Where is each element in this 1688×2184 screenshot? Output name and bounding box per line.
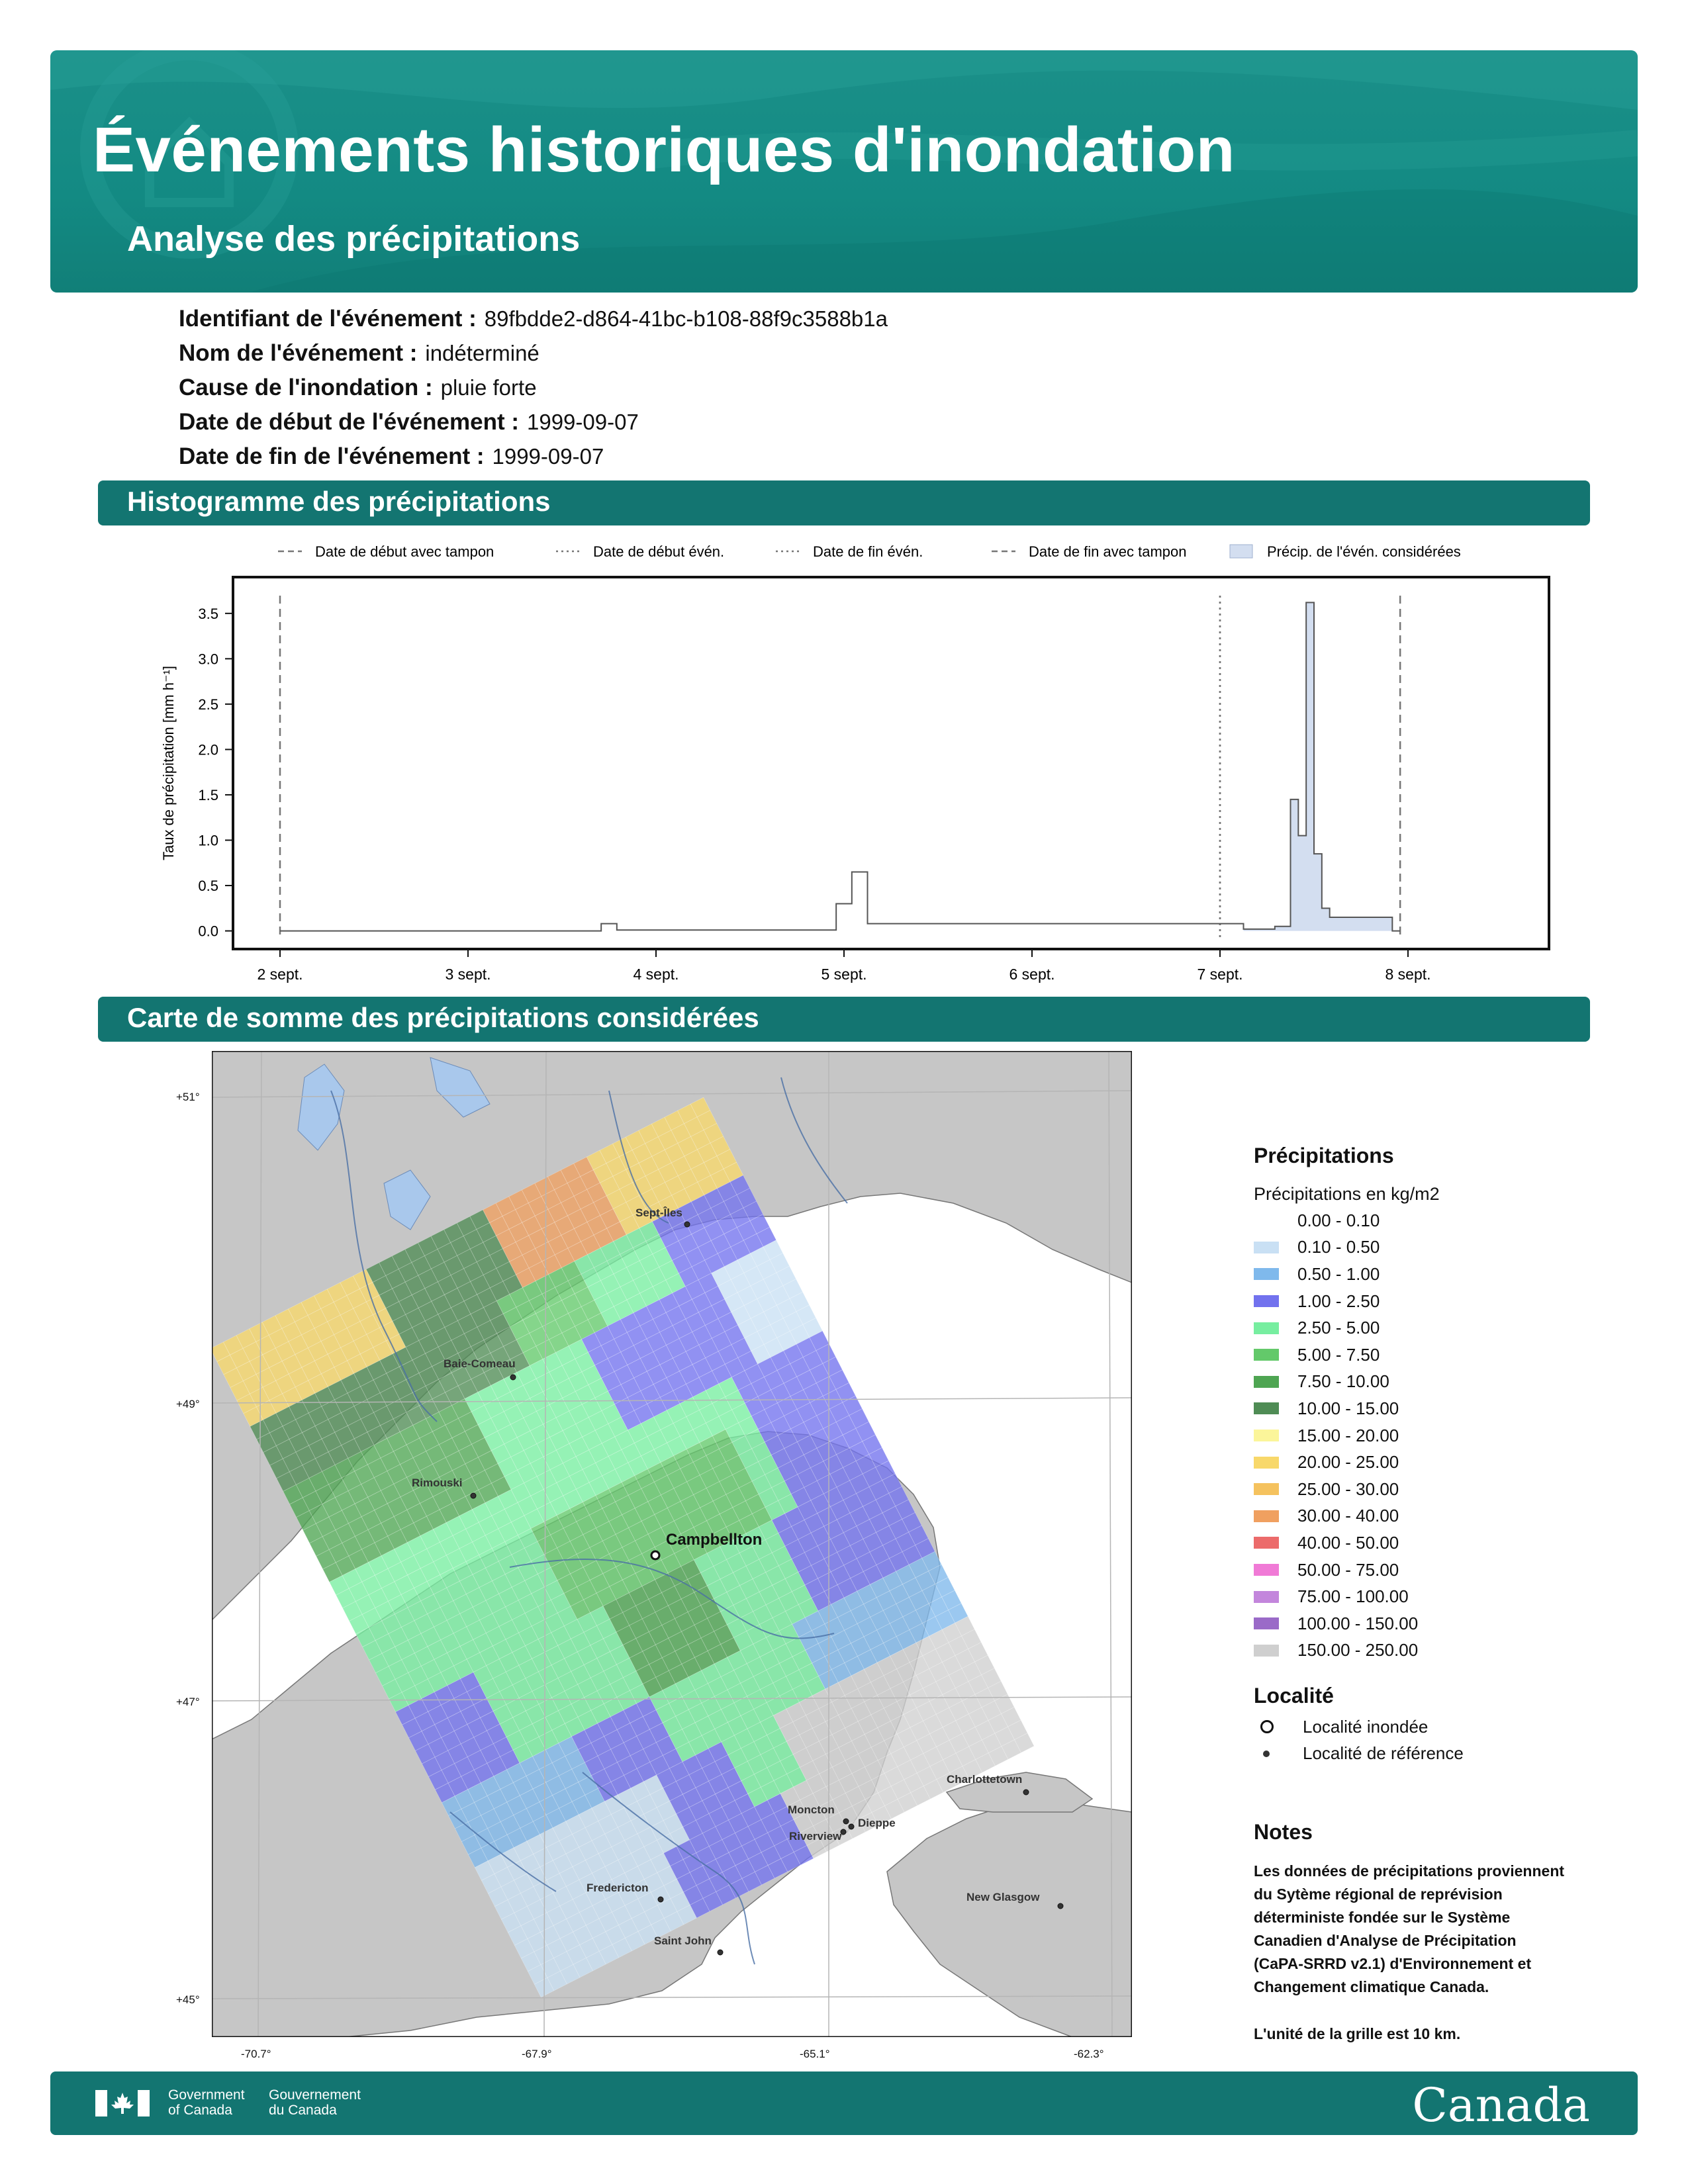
reference-marker-icon — [1263, 1751, 1270, 1757]
info-event-id — [179, 306, 888, 332]
place-label: Moncton — [788, 1803, 835, 1816]
legend-title: Précipitations — [1254, 1144, 1394, 1167]
legend-item — [1254, 1234, 1624, 1261]
legend-label: Date de fin évén. — [813, 543, 923, 560]
page-subtitle: Analyse des précipitations — [127, 219, 581, 259]
y-tick-label: 0.5 — [198, 878, 218, 895]
legend-swatch — [1254, 1645, 1279, 1657]
legend-label: Localité de référence — [1303, 1743, 1464, 1764]
notes-text — [1254, 1860, 1624, 2046]
place-label: Baie-Comeau — [444, 1357, 516, 1370]
place-label: Saint John — [654, 1934, 712, 1947]
x-tick-label: 5 sept. — [821, 966, 867, 983]
legend-label: 5.00 - 7.50 — [1297, 1344, 1380, 1365]
chart-legend — [278, 543, 1461, 560]
notes-title: Notes — [1254, 1820, 1313, 1844]
legend-item — [1254, 1342, 1624, 1369]
y-tick-label: 1.0 — [198, 832, 218, 849]
reference-locality-marker — [1023, 1790, 1029, 1795]
legend-label: 30.00 - 40.00 — [1297, 1506, 1399, 1526]
lat-label: +47° — [176, 1696, 200, 1708]
footer — [50, 2071, 1638, 2135]
lon-label: -65.1° — [800, 2048, 830, 2060]
gov-fr-line: du Canada — [269, 2103, 337, 2118]
gov-en-line: Government — [168, 2087, 245, 2103]
legend-swatch — [1254, 1322, 1279, 1334]
section-header-map — [98, 997, 1590, 1042]
gov-en-line: of Canada — [168, 2103, 232, 2118]
legend-swatch — [1254, 1457, 1279, 1469]
legend-flooded-locality — [1254, 1713, 1624, 1741]
notes-line: Canadien d'Analyse de Précipitation — [1254, 1932, 1517, 1949]
gov-fr-signature — [269, 2087, 361, 2118]
lon-label: -70.7° — [241, 2048, 271, 2060]
legend-swatch — [1254, 1510, 1279, 1522]
notes-line: (CaPA-SRRD v2.1) d'Environnement et — [1254, 1955, 1532, 1972]
legend-label: 10.00 - 15.00 — [1297, 1398, 1399, 1418]
legend-label: 25.00 - 30.00 — [1297, 1479, 1399, 1499]
legend-fill-swatch — [1230, 545, 1252, 558]
x-axis — [257, 949, 1430, 983]
legend-subtitle: Précipitations en kg/m2 — [1254, 1184, 1440, 1204]
reference-locality-marker — [510, 1375, 516, 1380]
precipitation-sum-map — [212, 1051, 1132, 2037]
place-label: Riverview — [789, 1830, 842, 1843]
notes-line: du Sytème régional de reprévision — [1254, 1886, 1503, 1903]
legend-label: 0.50 - 1.00 — [1297, 1263, 1380, 1284]
x-tick-label: 2 sept. — [257, 966, 303, 983]
page-title: Événements historiques d'inondation — [93, 114, 1235, 185]
legend-item — [1254, 1557, 1624, 1584]
legend-label: 100.00 - 150.00 — [1297, 1613, 1419, 1633]
legend-swatch — [1254, 1537, 1279, 1549]
x-tick-label: 7 sept. — [1197, 966, 1243, 983]
reference-locality-marker — [718, 1950, 723, 1955]
y-tick-label: 2.0 — [198, 741, 218, 758]
y-axis-label: Taux de précipitation [mm h⁻¹] — [160, 665, 177, 861]
legend-item — [1254, 1369, 1624, 1396]
legend-item — [1254, 1503, 1624, 1530]
place-label: Fredericton — [586, 1882, 649, 1894]
legend-label: Date de fin avec tampon — [1029, 543, 1187, 560]
legend-swatch — [1254, 1430, 1279, 1441]
info-start-date — [179, 409, 639, 435]
legend-label: Localité inondée — [1303, 1716, 1429, 1737]
place-label: Rimouski — [412, 1477, 463, 1489]
info-event-name — [179, 340, 539, 367]
legend-swatch — [1254, 1564, 1279, 1576]
plot-frame — [233, 577, 1549, 949]
lat-label: +51° — [176, 1091, 200, 1103]
x-tick-label: 8 sept. — [1385, 966, 1431, 983]
legend-label: 7.50 - 10.00 — [1297, 1371, 1389, 1392]
info-value: 89fbdde2-d864-41bc-b108-88f9c3588b1a — [484, 306, 888, 331]
legend-label: 15.00 - 20.00 — [1297, 1425, 1399, 1445]
legend-swatch — [1254, 1617, 1279, 1629]
info-value: 1999-09-07 — [492, 444, 604, 469]
legend-label: Précip. de l'évén. considérées — [1267, 543, 1461, 560]
legend-label: 2.50 - 5.00 — [1297, 1318, 1380, 1338]
place-label: Sept-Îles — [635, 1206, 682, 1219]
legend-item — [1254, 1314, 1624, 1342]
legend-swatch — [1254, 1214, 1279, 1226]
info-label: Cause de l'inondation : — [179, 375, 433, 400]
flooded-marker-icon — [1260, 1720, 1274, 1733]
x-tick-label: 3 sept. — [445, 966, 491, 983]
precipitation-histogram — [152, 529, 1562, 999]
legend-item — [1254, 1261, 1624, 1288]
section-title: Histogramme des précipitations — [127, 486, 551, 517]
y-tick-label: 0.0 — [198, 923, 218, 940]
legend-label: 40.00 - 50.00 — [1297, 1532, 1399, 1553]
legend-swatch — [1254, 1376, 1279, 1388]
info-value: indéterminé — [425, 341, 539, 365]
map-legend — [1254, 1144, 1624, 1767]
legend-label: Date de début évén. — [593, 543, 725, 560]
legend-swatch — [1254, 1295, 1279, 1307]
map-frame-area — [212, 1051, 1132, 2037]
info-flood-cause — [179, 375, 537, 401]
place-label: Campbellton — [666, 1531, 763, 1549]
y-tick-label: 1.5 — [198, 786, 218, 803]
lat-label: +49° — [176, 1398, 200, 1410]
notes-line: Changement climatique Canada. — [1254, 1978, 1489, 1995]
legend-item — [1254, 1395, 1624, 1422]
section-header-histogram — [98, 480, 1590, 525]
info-label: Date de début de l'événement : — [179, 409, 519, 435]
legend-item — [1254, 1476, 1624, 1503]
legend-label: 20.00 - 25.00 — [1297, 1452, 1399, 1473]
lat-label: +45° — [176, 1993, 200, 2006]
flooded-locality-marker — [651, 1551, 659, 1559]
legend-label: 50.00 - 75.00 — [1297, 1559, 1399, 1580]
reference-locality-marker — [1058, 1903, 1063, 1909]
info-value: 1999-09-07 — [527, 410, 639, 434]
gov-fr-line: Gouvernement — [269, 2087, 361, 2103]
place-label: Dieppe — [858, 1817, 896, 1829]
legend-item — [1254, 1422, 1624, 1449]
notes-line: Les données de précipitations proviennent — [1254, 1862, 1565, 1880]
reference-locality-marker — [471, 1493, 476, 1498]
legend-label: 150.00 - 250.00 — [1297, 1640, 1419, 1661]
legend-item — [1254, 1529, 1624, 1557]
legend-item — [1254, 1610, 1624, 1637]
info-value: pluie forte — [440, 375, 537, 400]
legend-label: 0.10 - 0.50 — [1297, 1237, 1380, 1257]
legend-swatch — [1254, 1591, 1279, 1603]
legend-swatch — [1254, 1349, 1279, 1361]
legend-item — [1254, 1583, 1624, 1610]
info-label: Nom de l'événement : — [179, 340, 418, 366]
y-tick-label: 3.5 — [198, 605, 218, 622]
gov-en-signature — [168, 2087, 245, 2118]
place-label: Charlottetown — [947, 1773, 1023, 1786]
legend-label: 1.00 - 2.50 — [1297, 1291, 1380, 1311]
place-label: New Glasgow — [966, 1891, 1040, 1903]
y-tick-label: 3.0 — [198, 651, 218, 668]
section-title: Carte de somme des précipitations considérées — [127, 1002, 759, 1033]
reference-locality-marker — [658, 1897, 663, 1902]
grid-unit-note: L'unité de la grille est 10 km. — [1254, 2025, 1461, 2042]
info-end-date — [179, 443, 604, 470]
legend-item — [1254, 1637, 1624, 1664]
reference-locality-marker — [849, 1824, 854, 1829]
legend-swatch — [1254, 1268, 1279, 1280]
legend-swatch — [1254, 1242, 1279, 1253]
lon-label: -67.9° — [522, 2048, 552, 2060]
y-tick-label: 2.5 — [198, 696, 218, 713]
notes-line: déterministe fondée sur le Système — [1254, 1909, 1511, 1926]
x-tick-label: 4 sept. — [633, 966, 679, 983]
canada-wordmark: Canada — [1412, 2078, 1590, 2132]
info-label: Date de fin de l'événement : — [179, 443, 485, 469]
reference-locality-marker — [843, 1819, 849, 1824]
legend-item — [1254, 1207, 1624, 1234]
legend-reference-locality — [1254, 1741, 1624, 1768]
x-tick-label: 6 sept. — [1009, 966, 1055, 983]
legend-item — [1254, 1449, 1624, 1476]
legend-swatch — [1254, 1483, 1279, 1495]
lon-label: -62.3° — [1074, 2048, 1104, 2060]
info-label: Identifiant de l'événement : — [179, 306, 477, 332]
legend-label: 0.00 - 0.10 — [1297, 1210, 1380, 1230]
legend-label: 75.00 - 100.00 — [1297, 1586, 1409, 1607]
legend-item — [1254, 1288, 1624, 1315]
locality-legend-title: Localité — [1254, 1684, 1334, 1708]
canada-flag-icon — [95, 2090, 150, 2116]
legend-label: Date de début avec tampon — [315, 543, 494, 560]
y-axis — [198, 606, 233, 940]
legend-swatch — [1254, 1402, 1279, 1414]
legend-items — [1254, 1207, 1624, 1664]
reference-locality-marker — [684, 1222, 690, 1227]
